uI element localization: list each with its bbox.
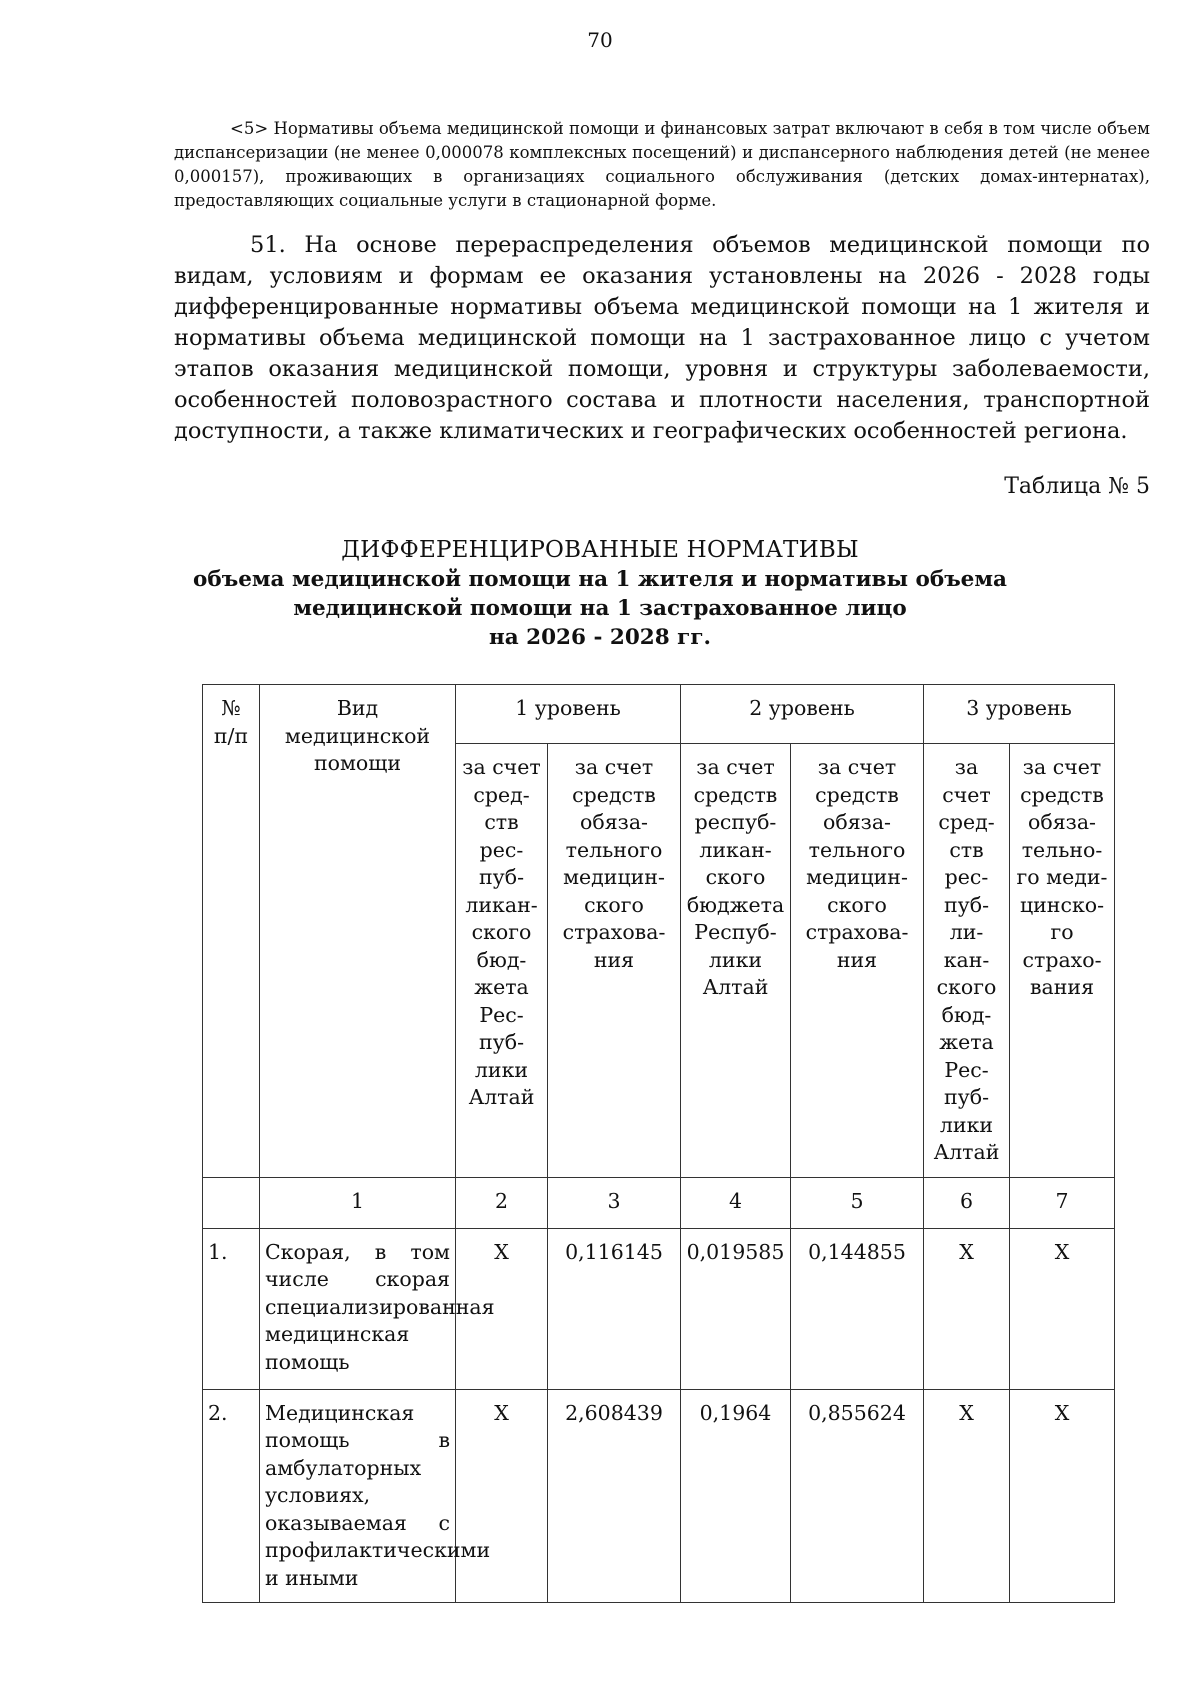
table-number: Таблица № 5 — [1004, 474, 1150, 499]
norms-table — [202, 684, 1115, 1603]
column-number: 6 — [924, 1177, 1010, 1228]
subheader-l1-oms: за счет средств обяза-тельного медицин-ского страхова-ния — [548, 744, 681, 1178]
header-type: Вид медицинской помощи — [260, 685, 456, 1178]
table-title-line2: объема медицинской помощи на 1 жителя и нормативы объема — [193, 567, 1007, 592]
column-number — [203, 1177, 260, 1228]
header-level1: 1 уровень — [456, 685, 681, 744]
table-title-line3: медицинской помощи на 1 застрахованное лицо — [293, 596, 907, 621]
row-num: 2. — [203, 1389, 260, 1603]
cell-value: X — [1010, 1228, 1115, 1389]
column-number: 1 — [260, 1177, 456, 1228]
column-number: 2 — [456, 1177, 548, 1228]
row-name: Медицинская помощь в амбулаторных условиях, оказываемая с профилактическими и иными — [260, 1389, 456, 1603]
table-title-line4: на 2026 - 2028 гг. — [488, 625, 712, 650]
subheader-l2-budget: за счет средств респуб-ликан-ского бюджета Респуб-лики Алтай — [681, 744, 791, 1178]
footnote: <5> Нормативы объема медицинской помощи и финансовых затрат включают в себя в том числе объем диспансеризации (не менее 0,000078 комплексных посещений) и диспансерного наблюдения детей (не менее 0,000157), проживающих в организациях социального обслуживания (детских домах-интернатах), предоставляющих социальные услуги в стационарной форме. — [174, 119, 1150, 210]
header-num: № п/п — [203, 685, 260, 1178]
table-title-line1: ДИФФЕРЕНЦИРОВАННЫЕ НОРМАТИВЫ — [341, 537, 859, 563]
table-title — [0, 536, 1200, 652]
row-name: Скорая, в том числе скорая специализированная медицинская помощь — [260, 1228, 456, 1389]
cell-value: 0,1964 — [681, 1389, 791, 1603]
row-num: 1. — [203, 1228, 260, 1389]
column-number: 3 — [548, 1177, 681, 1228]
subheader-l3-budget: за счет сред-ств рес-пуб-ли-кан-ского бюд-жета Рес-пуб-лики Алтай — [924, 744, 1010, 1178]
table-row — [203, 1228, 1115, 1389]
cell-value: 0,116145 — [548, 1228, 681, 1389]
subheader-l1-budget: за счет сред-ств рес-пуб-ликан-ского бюд-жета Рес-пуб-лики Алтай — [456, 744, 548, 1178]
cell-value: 2,608439 — [548, 1389, 681, 1603]
header-level3: 3 уровень — [924, 685, 1115, 744]
table-row — [203, 1389, 1115, 1603]
cell-value: 0,019585 — [681, 1228, 791, 1389]
cell-value: 0,144855 — [791, 1228, 924, 1389]
paragraph-51: 51. На основе перераспределения объемов медицинской помощи по видам, условиям и формам ее оказания установлены на 2026 - 2028 годы дифференцированные нормативы объема медицинской помощи на 1 жителя и нормативы объема медицинской помощи на 1 застрахованное лицо с учетом этапов оказания медицинской помощи, уровня и структуры заболеваемости, особенностей половозрастного состава и плотности населения, транспортной доступности, а также климатических и географических особенностей региона. — [174, 232, 1150, 444]
page-number: 70 — [587, 28, 613, 52]
column-number: 7 — [1010, 1177, 1115, 1228]
cell-value: X — [924, 1389, 1010, 1603]
cell-value: X — [456, 1228, 548, 1389]
subheader-l2-oms: за счет средств обяза-тельного медицин-ского страхова-ния — [791, 744, 924, 1178]
column-number: 5 — [791, 1177, 924, 1228]
column-number: 4 — [681, 1177, 791, 1228]
header-level2: 2 уровень — [681, 685, 924, 744]
cell-value: X — [456, 1389, 548, 1603]
cell-value: 0,855624 — [791, 1389, 924, 1603]
cell-value: X — [924, 1228, 1010, 1389]
cell-value: X — [1010, 1389, 1115, 1603]
subheader-l3-oms: за счет средств обяза-тельно-го меди-цинско-го страхо-вания — [1010, 744, 1115, 1178]
